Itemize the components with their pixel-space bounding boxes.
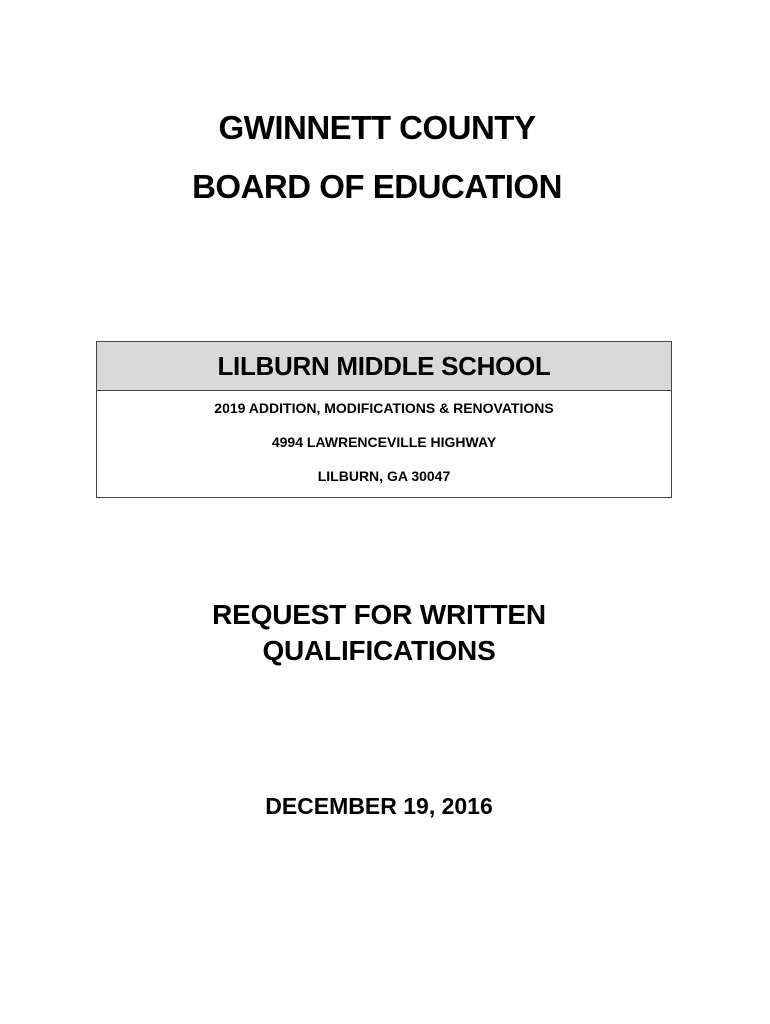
- document-title-line-2: QUALIFICATIONS: [262, 635, 496, 666]
- document-title-line-1: REQUEST FOR WRITTEN: [212, 599, 546, 630]
- project-info-box: [96, 341, 672, 498]
- organization-name-line-1: GWINNETT COUNTY: [218, 109, 536, 146]
- document-date: DECEMBER 19, 2016: [265, 793, 493, 819]
- project-address: 4994 LAWRENCEVILLE HIGHWAY: [271, 434, 497, 450]
- project-description: 2019 ADDITION, MODIFICATIONS & RENOVATIONS: [214, 400, 554, 416]
- project-city-state-zip: LILBURN, GA 30047: [317, 468, 451, 484]
- project-name-header: LILBURN MIDDLE SCHOOL: [97, 342, 671, 391]
- organization-name-line-2: BOARD OF EDUCATION: [192, 168, 562, 205]
